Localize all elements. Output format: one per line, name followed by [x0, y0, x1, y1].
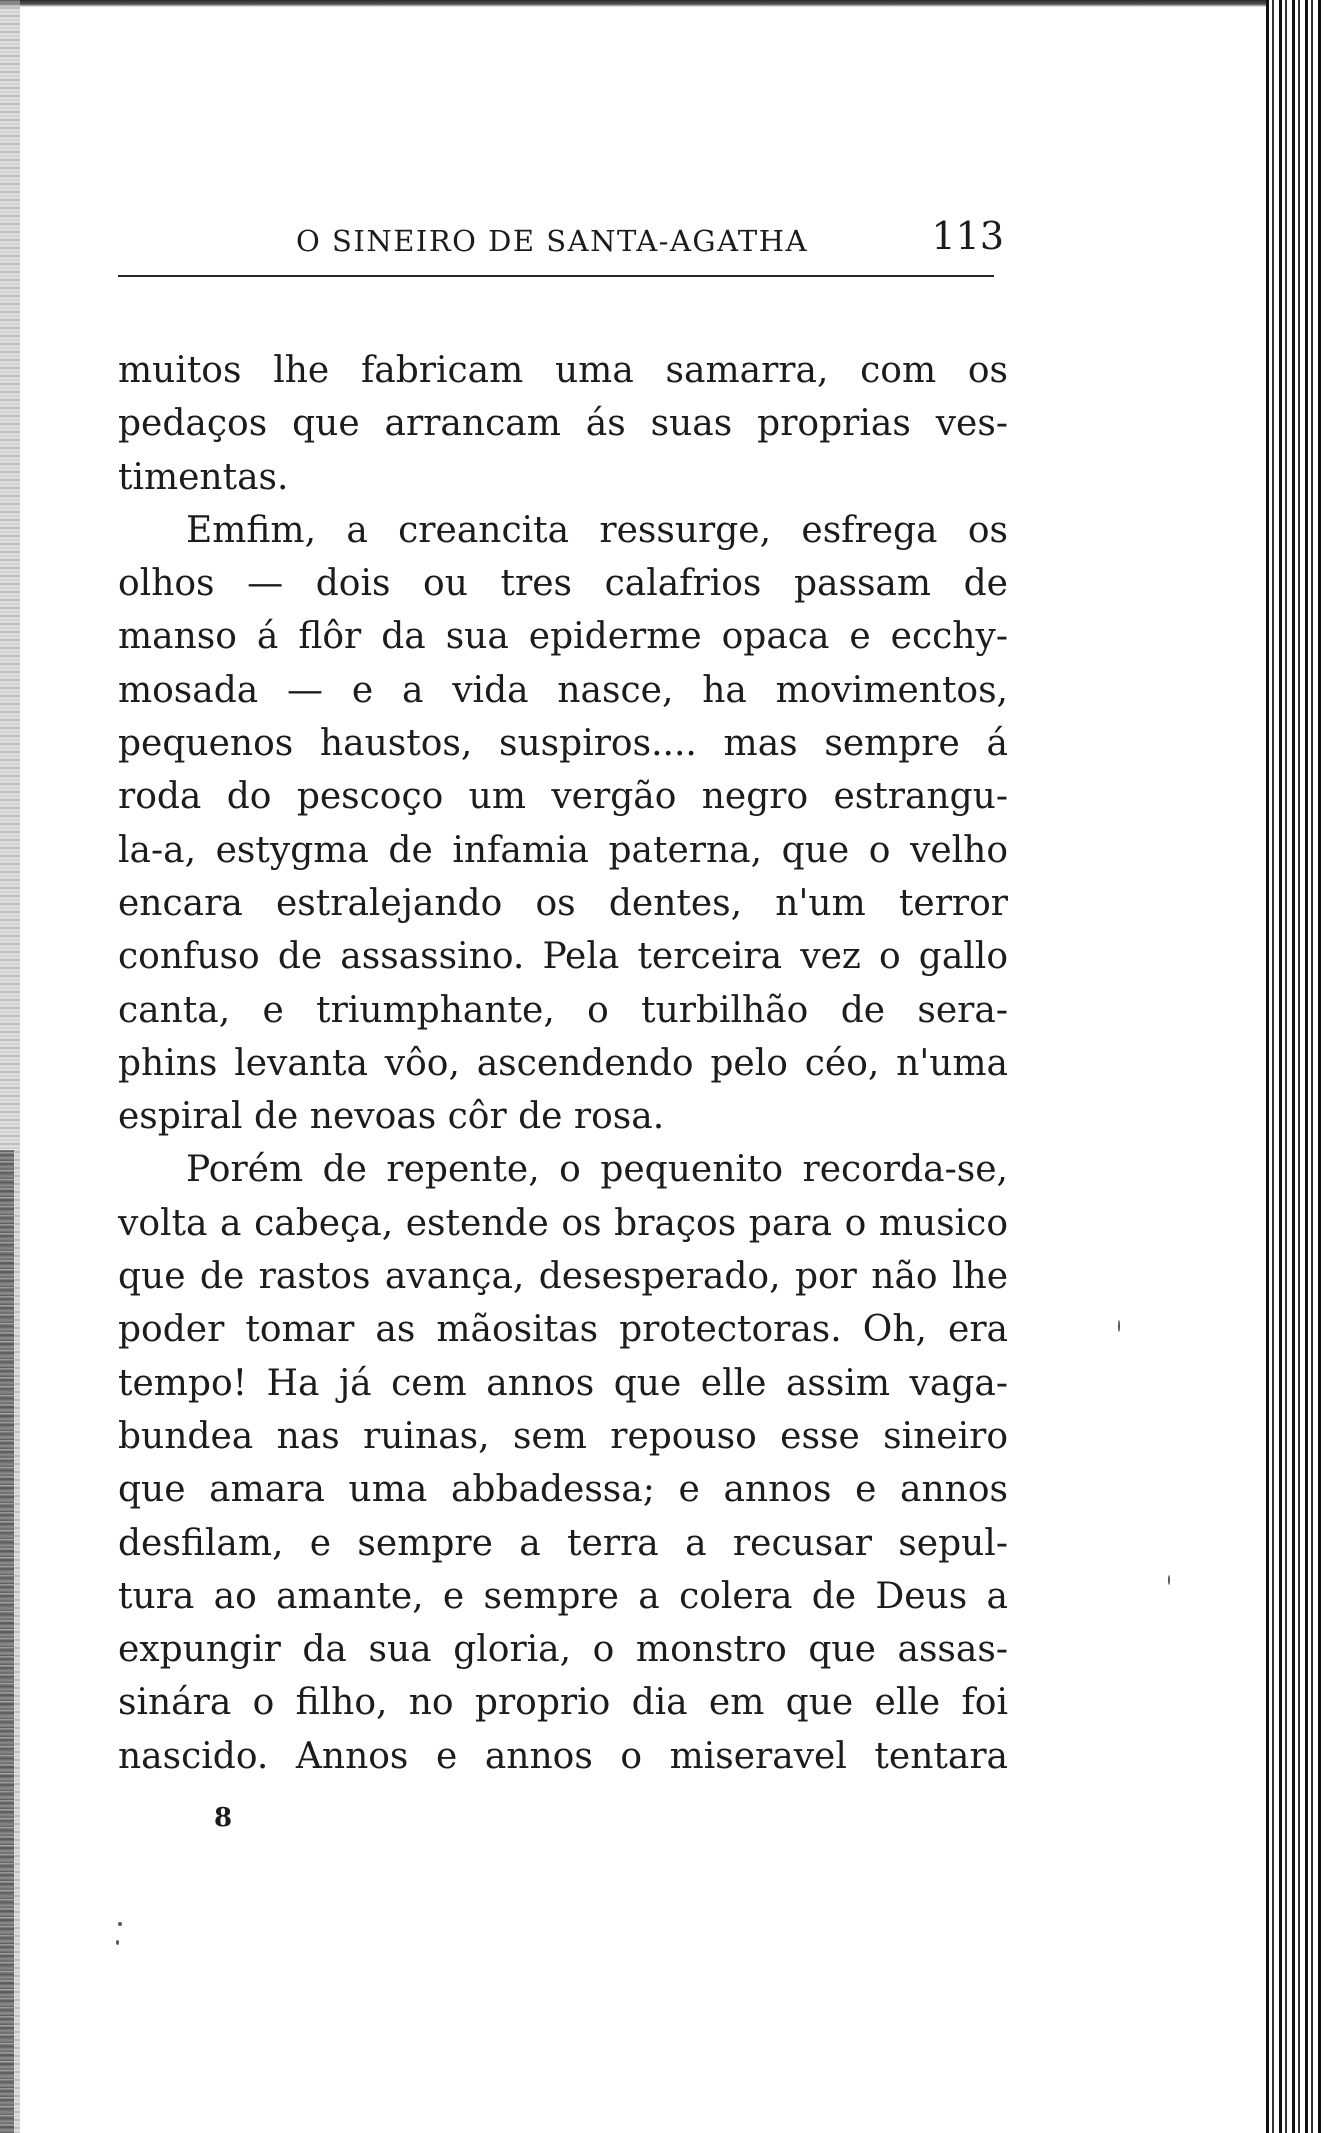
paper-speck: [116, 1940, 119, 1945]
book-spine-edge: [1266, 0, 1324, 2133]
signature-mark: 8: [214, 1803, 233, 1833]
body-text: [118, 344, 1008, 1783]
text-line: expungir da sua gloria, o monstro que assas-: [118, 1629, 1008, 1671]
text-line: bundea nas ruinas, sem repouso esse sineiro: [118, 1415, 1008, 1457]
page-top-edge: [0, 0, 1324, 7]
text-line: volta a cabeça, estende os braços para o musico: [118, 1202, 1008, 1244]
text-line: que de rastos avança, desesperado, por não lhe: [118, 1256, 1008, 1298]
header-rule: [118, 275, 994, 277]
text-line: tura ao amante, e sempre a colera de Deus a: [118, 1575, 1008, 1617]
page-number: 113: [931, 214, 1004, 258]
text-line: poder tomar as mãositas protectoras. Oh, era: [118, 1309, 1008, 1351]
text-line: manso á flôr da sua epiderme opaca e ecchy-: [118, 616, 1008, 658]
text-line: nascido. Annos e annos o miseravel tentara: [118, 1735, 1008, 1777]
running-title: O SINEIRO DE SANTA-AGATHA: [296, 224, 809, 258]
paper-speck: [1168, 1575, 1170, 1585]
text-line: que amara uma abbadessa; e annos e annos: [118, 1469, 1008, 1511]
text-line: phins levanta vôo, ascendendo pelo céo, n'uma: [118, 1042, 1008, 1084]
text-line: confuso de assassino. Pela terceira vez o gallo: [118, 936, 1008, 978]
text-line: timentas.: [118, 456, 289, 498]
text-line: la-a, estygma de infamia paterna, que o velho: [118, 829, 1008, 871]
text-line: espiral de nevoas côr de rosa.: [118, 1096, 665, 1138]
page-header: [118, 214, 1004, 266]
page-left-edge-shadow: [0, 1150, 14, 2133]
text-line: canta, e triumphante, o turbilhão de sera-: [118, 989, 1008, 1031]
text-line: Emfim, a creancita ressurge, esfrega os: [186, 509, 1008, 551]
text-line: muitos lhe fabricam uma samarra, com os: [118, 350, 1008, 391]
text-line: desfilam, e sempre a terra a recusar sepul-: [118, 1522, 1008, 1564]
text-line: sinára o filho, no proprio dia em que elle foi: [118, 1682, 1008, 1724]
text-line: encara estralejando os dentes, n'um terror: [118, 882, 1008, 924]
paper-speck: [1118, 1320, 1120, 1332]
text-line: mosada — e a vida nasce, ha movimentos,: [118, 669, 1008, 711]
text-line: pedaços que arrancam ás suas proprias ves-: [118, 403, 1008, 445]
text-line: tempo! Ha já cem annos que elle assim vaga-: [118, 1362, 1008, 1404]
text-line: Porém de repente, o pequenito recorda-se,: [186, 1149, 1008, 1191]
text-line: roda do pescoço um vergão negro estrangu-: [118, 776, 1008, 818]
text-line: pequenos haustos, suspiros.... mas sempre á: [118, 723, 1008, 765]
text-line: olhos — dois ou tres calafrios passam de: [118, 563, 1008, 605]
paper-speck: [118, 1922, 122, 1926]
